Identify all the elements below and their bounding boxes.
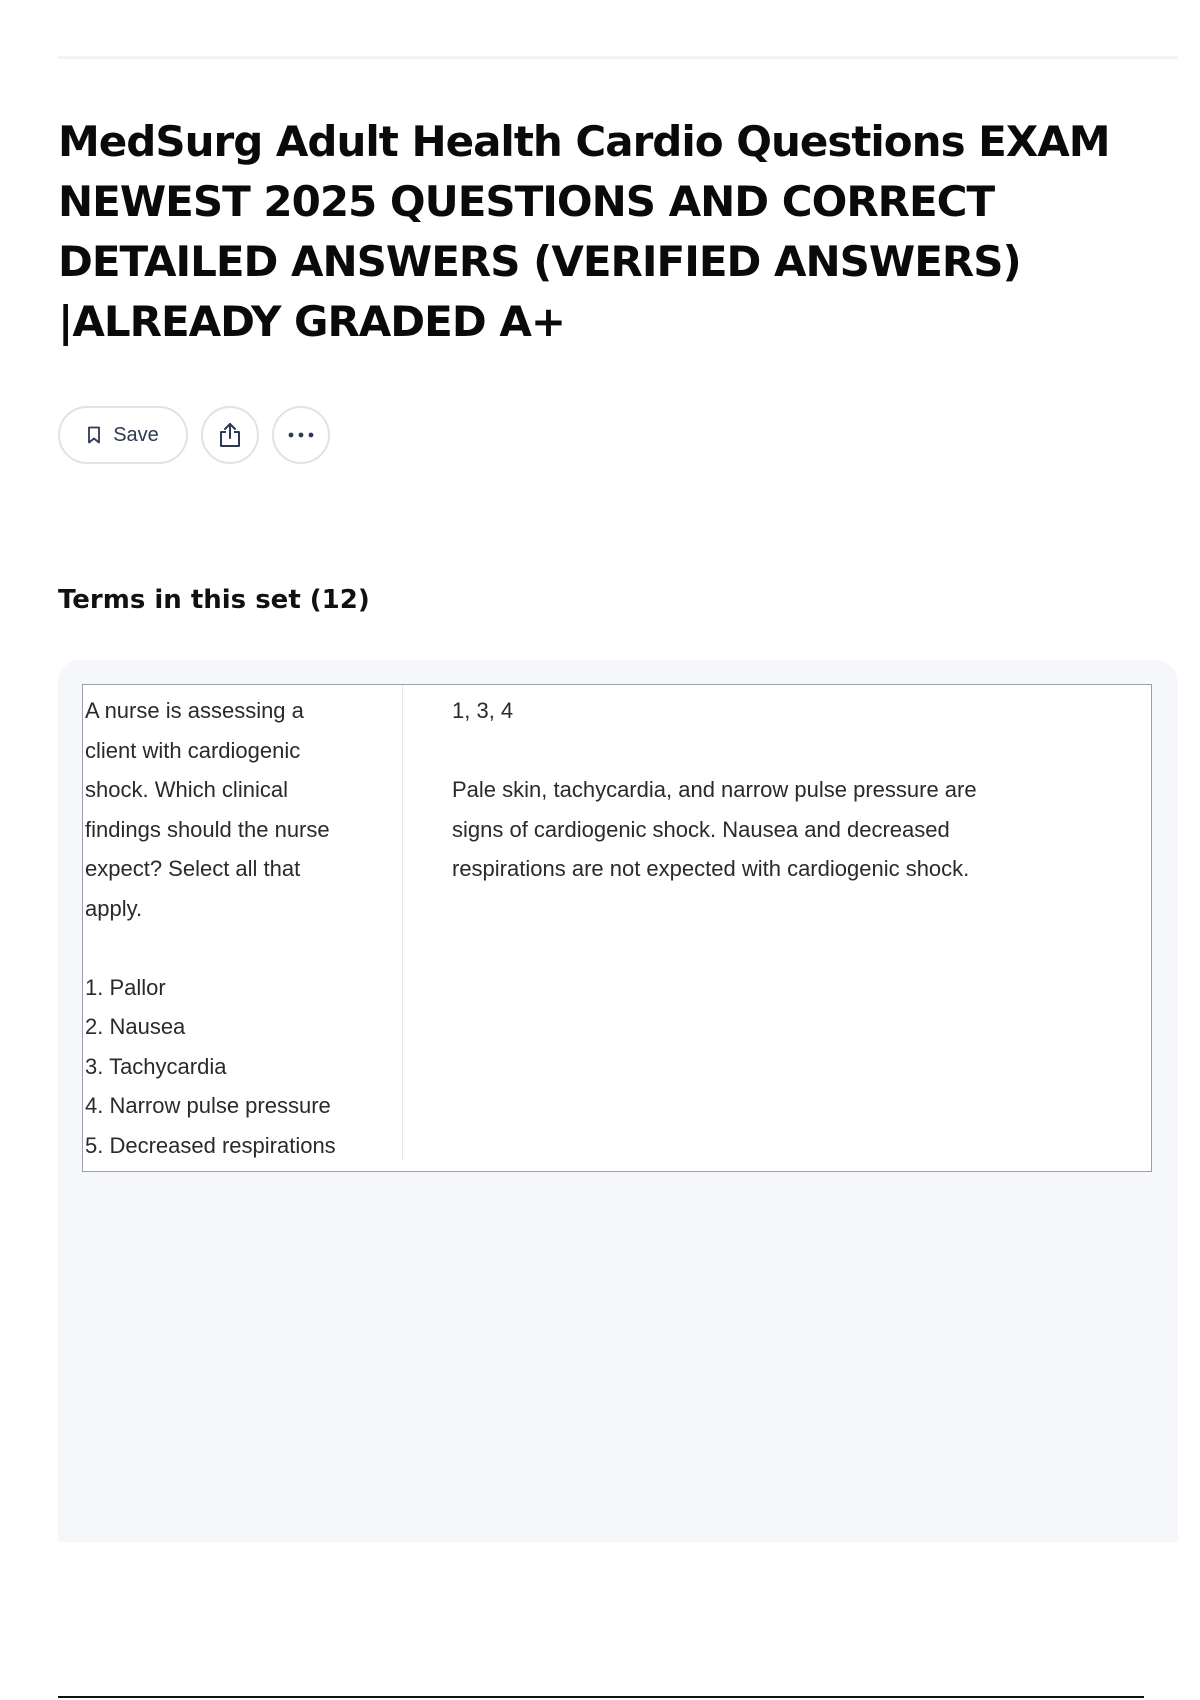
option-item: 5. Decreased respirations: [85, 1132, 336, 1158]
option-item: 2. Nausea: [85, 1014, 186, 1039]
term-card: [82, 684, 1152, 1172]
save-button-label: Save: [113, 423, 159, 446]
spacer: [85, 928, 402, 968]
page-title-line: MedSurg Adult Health Cardio Questions EXAM: [58, 117, 1110, 166]
option-item: 3. Tachycardia: [85, 1053, 227, 1079]
terms-panel: [58, 660, 1178, 1542]
more-options-button[interactable]: [272, 406, 330, 464]
explanation-line: signs of cardiogenic shock. Nausea and decreased: [452, 816, 950, 842]
page-title-line: NEWEST 2025 QUESTIONS AND CORRECT: [58, 177, 995, 226]
explanation-line: Pale skin, tachycardia, and narrow pulse pressure are: [452, 777, 977, 802]
share-button[interactable]: [201, 406, 259, 464]
option-item: 4. Narrow pulse pressure: [85, 1093, 331, 1118]
more-dots-icon: [287, 431, 315, 439]
action-bar: [58, 406, 330, 464]
answer-key: 1, 3, 4: [452, 698, 514, 723]
question-line: shock. Which clinical: [85, 777, 288, 802]
bottom-divider: [58, 1696, 1144, 1698]
page-title-line: |ALREADY GRADED A+: [58, 297, 566, 346]
terms-heading: Terms in this set (12): [58, 585, 370, 615]
page-title: [58, 112, 1138, 352]
share-icon: [217, 421, 243, 449]
explanation-line: respirations are not expected with cardiogenic shock.: [452, 856, 970, 881]
term-question: [83, 685, 403, 1161]
spacer: [452, 731, 1092, 771]
option-item: 1. Pallor: [85, 974, 166, 1000]
question-line: expect? Select all that: [85, 856, 301, 881]
bookmark-icon: [87, 426, 101, 444]
question-line: A nurse is assessing a: [85, 698, 304, 723]
save-button[interactable]: [58, 406, 188, 464]
question-line: findings should the nurse: [85, 816, 330, 842]
term-answer: [452, 691, 1092, 889]
question-line: apply.: [85, 895, 143, 921]
top-divider: [58, 56, 1178, 59]
question-line: client with cardiogenic: [85, 737, 301, 763]
page-title-line: DETAILED ANSWERS (VERIFIED ANSWERS): [58, 237, 1021, 286]
